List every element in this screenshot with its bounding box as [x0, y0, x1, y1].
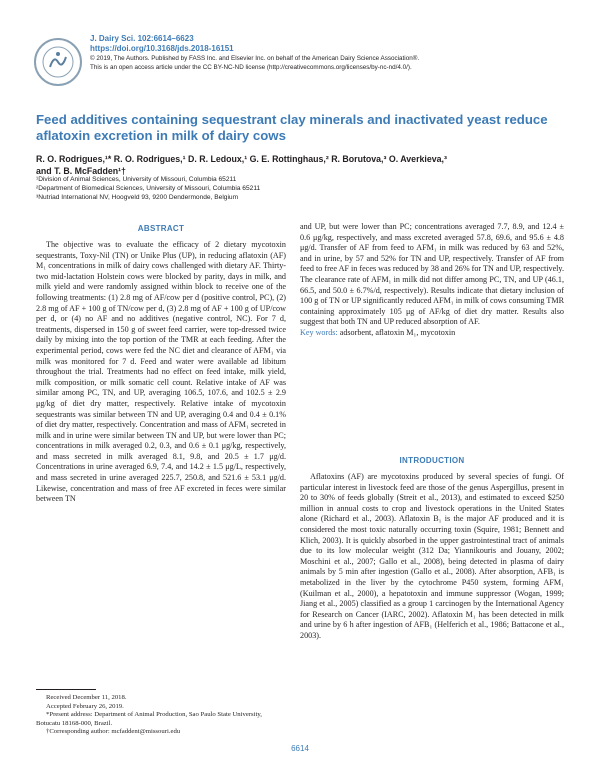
license-notice: This is an open access article under the CC BY-NC-ND license (http://creativecommons.org/licenses/by-nc-nd/4.0/).	[90, 64, 412, 71]
jds-open-access-logo-icon	[36, 40, 80, 84]
affiliations	[36, 176, 556, 202]
keywords-line	[300, 328, 564, 339]
introduction-heading: INTRODUCTION	[399, 456, 465, 465]
affiliation-1: ¹Division of Animal Sciences, University of Missouri, Columbia 65211	[36, 176, 237, 183]
present-address: *Present address: Department of Animal Production, Sao Paulo State University, Botucatu 18168-000, Brazil.	[36, 711, 262, 727]
keywords-label: Key words:	[300, 327, 338, 337]
introduction-text: Aflatoxins (AF) are mycotoxins produced by several species of fungi. Of particular interest in livestock feed are those of the genus Aspergillus, present in 20 to 30% of feeds globally (Streit et al., 2013), and estimated to exceed $250 million in annual costs to crop and livestock operations in the United States alone (Richard et al., 2003). Aflatoxin B₁ is the major AF produced and it is considered the most toxic naturally occurring toxin (Squire, 1981; Bennett and Klich, 2003). It is quickly absorbed in the upper gastrointestinal tract of animals due to its low molecular weight (312 Da; Yiannikouris and Jouany, 2002; Moschini et al., 2007; Gallo et al., 2008), being detected in plasma of dairy animals by 5 min after ingestion (Gallo et al., 2008). After absorption, AFB₁ is metabolized in the liver by the cytochrome P450 system, forming AFM₁ (Kuilman et al., 2000), a hepatotoxin and immune suppressor (Wogan, 1999; Jiang et al., 2005) classified as a group 1 carcinogen by the International Agency for Research on Cancer (IARC, 2002). Aflatoxin M₁ has been detected in milk and urine by 6 h after ingestion of AFB₁ (Helferich et al., 1986; Battacone et al., 2003).	[300, 472, 564, 640]
journal-header	[90, 34, 560, 72]
doi-link[interactable]: https://doi.org/10.3168/jds.2018-16151	[90, 44, 234, 53]
journal-citation: J. Dairy Sci. 102:6614–6623	[90, 34, 194, 43]
abstract-text-right: and UP, but were lower than PC; concentrations averaged 7.7, 8.9, and 12.4 ± 0.6 μg/kg, respectively, and mass excreted averaged 57.8, 69.6, and 95.6 ± 4.8 μg/d. Transfer of AF from feed to AFM₁ in milk was reduced by 63 and 52%, and in urine, by 57 and 52% for TN and UP, respectively. Transfer of AF from feed to free AF in feces was reduced by 38 and 26% for TN and UP, respectively. The clearance rate of AFM₁ in milk did not differ among PC, TN, and UP (46.1, 66.5, and 50.0 ± 6.7%/d, respectively). Results indicate that dietary inclusion of 100 g of TN or UP significantly reduced AFM₁ in milk of cows consuming TMR containing approximately 105 μg of AF/kg of diet dry matter. Results also suggest that both TN and UP reduced absorption of AF.	[300, 222, 564, 327]
abstract-heading: ABSTRACT	[137, 224, 185, 233]
affiliation-3: ³Nutriad International NV, Hoogveld 93, 9200 Dendermonde, Belgium	[36, 193, 239, 201]
footnote-divider	[36, 689, 96, 690]
abstract-left-column	[36, 240, 286, 680]
abstract-text-left: The objective was to evaluate the efficacy of 2 dietary mycotoxin sequestrants, Toxy-Nil (TN) or Unike Plus (UP), in reducing aflatoxin (AF) M₁ concentrations in milk of dairy cows challenged with dietary AF. Thirty-two mid-lactation Holstein cows were blocked by parity, days in milk, and milk yield and were randomly assigned within block to receive one of the following treatments: (1) 2.8 mg of AF/cow per d (positive control, PC), (2) 2.8 mg of AF + 100 g of TN/cow per d, (3) 2.8 mg of AF + 100 g of UP/cow per d, or (4) no AF and no additives (negative control, NC). For 7 d, treatments, dispersed in 150 g of sweet feed carrier, were top-dressed twice daily by mixing into the top portion of the TMR at each feeding. After the experimental period, cows were fed the NC diet and clearance of AFM₁ via milk was monitored for 7 d. Feed and water were available ad libitum throughout the trial. Treatments had no effect on feed intake, milk yield, milk composition, or milk somatic cell count. Relative intake of AF was similar among PC, TN, and UP, averaging 106.5, 107.6, and 102.5 ± 2.9 μg/kg of diet dry matter, respectively. Relative intake of mycotoxin sequestrants was similar between TN and UP, averaging 0.4 and 0.4 ± 0.1% of diet dry matter, respectively. Concentration and mass of AFM₁ secreted in milk and in urine were similar between TN and UP, but were lower than PC; concentrations in milk averaged 0.2, 0.3, and 0.6 ± 0.1 μg/kg, respectively, and mass secreted in milk averaged 8.1, 9.8, and 20.5 ± 1.7 μg/d. Concentrations in urine averaged 6.9, 7.4, and 14.2 ± 1.5 μg/L, respectively, and mass secreted in urine averaged 225.7, 250.8, and 521.6 ± 53.1 μg/d. Likewise, concentration and mass of free AF excreted in feces were similar between TN	[36, 240, 286, 504]
accepted-date: Accepted February 26, 2019.	[46, 702, 124, 710]
author-list	[36, 154, 556, 177]
footnotes	[36, 694, 286, 737]
introduction-column	[300, 472, 564, 728]
article-title: Feed additives containing sequestrant clay minerals and inactivated yeast reduce aflatoxin excretion in milk of dairy cows	[36, 112, 548, 143]
corresponding-author[interactable]: †Corresponding author: mcfaddent@missouri.edu	[46, 728, 181, 736]
page-number: 6614	[291, 744, 309, 753]
authors-line-2: and T. B. McFadden¹†	[36, 165, 126, 176]
authors-line-1: R. O. Rodrigues,¹* R. O. Rodrigues,¹ D. R. Ledoux,¹ G. E. Rottinghaus,² R. Borutova,³ O. Averkieva,³	[36, 154, 447, 164]
keywords: adsorbent, aflatoxin M₁, mycotoxin	[339, 327, 456, 337]
received-date: Received December 11, 2018.	[46, 694, 127, 701]
copyright-notice: © 2019, The Authors. Published by FASS Inc. and Elsevier Inc. on behalf of the American Dairy Science Association®.	[90, 55, 420, 62]
affiliation-2: ²Department of Biomedical Sciences, University of Missouri, Columbia 65211	[36, 184, 261, 192]
jds-logo	[34, 38, 82, 86]
abstract-right-column	[300, 222, 564, 339]
